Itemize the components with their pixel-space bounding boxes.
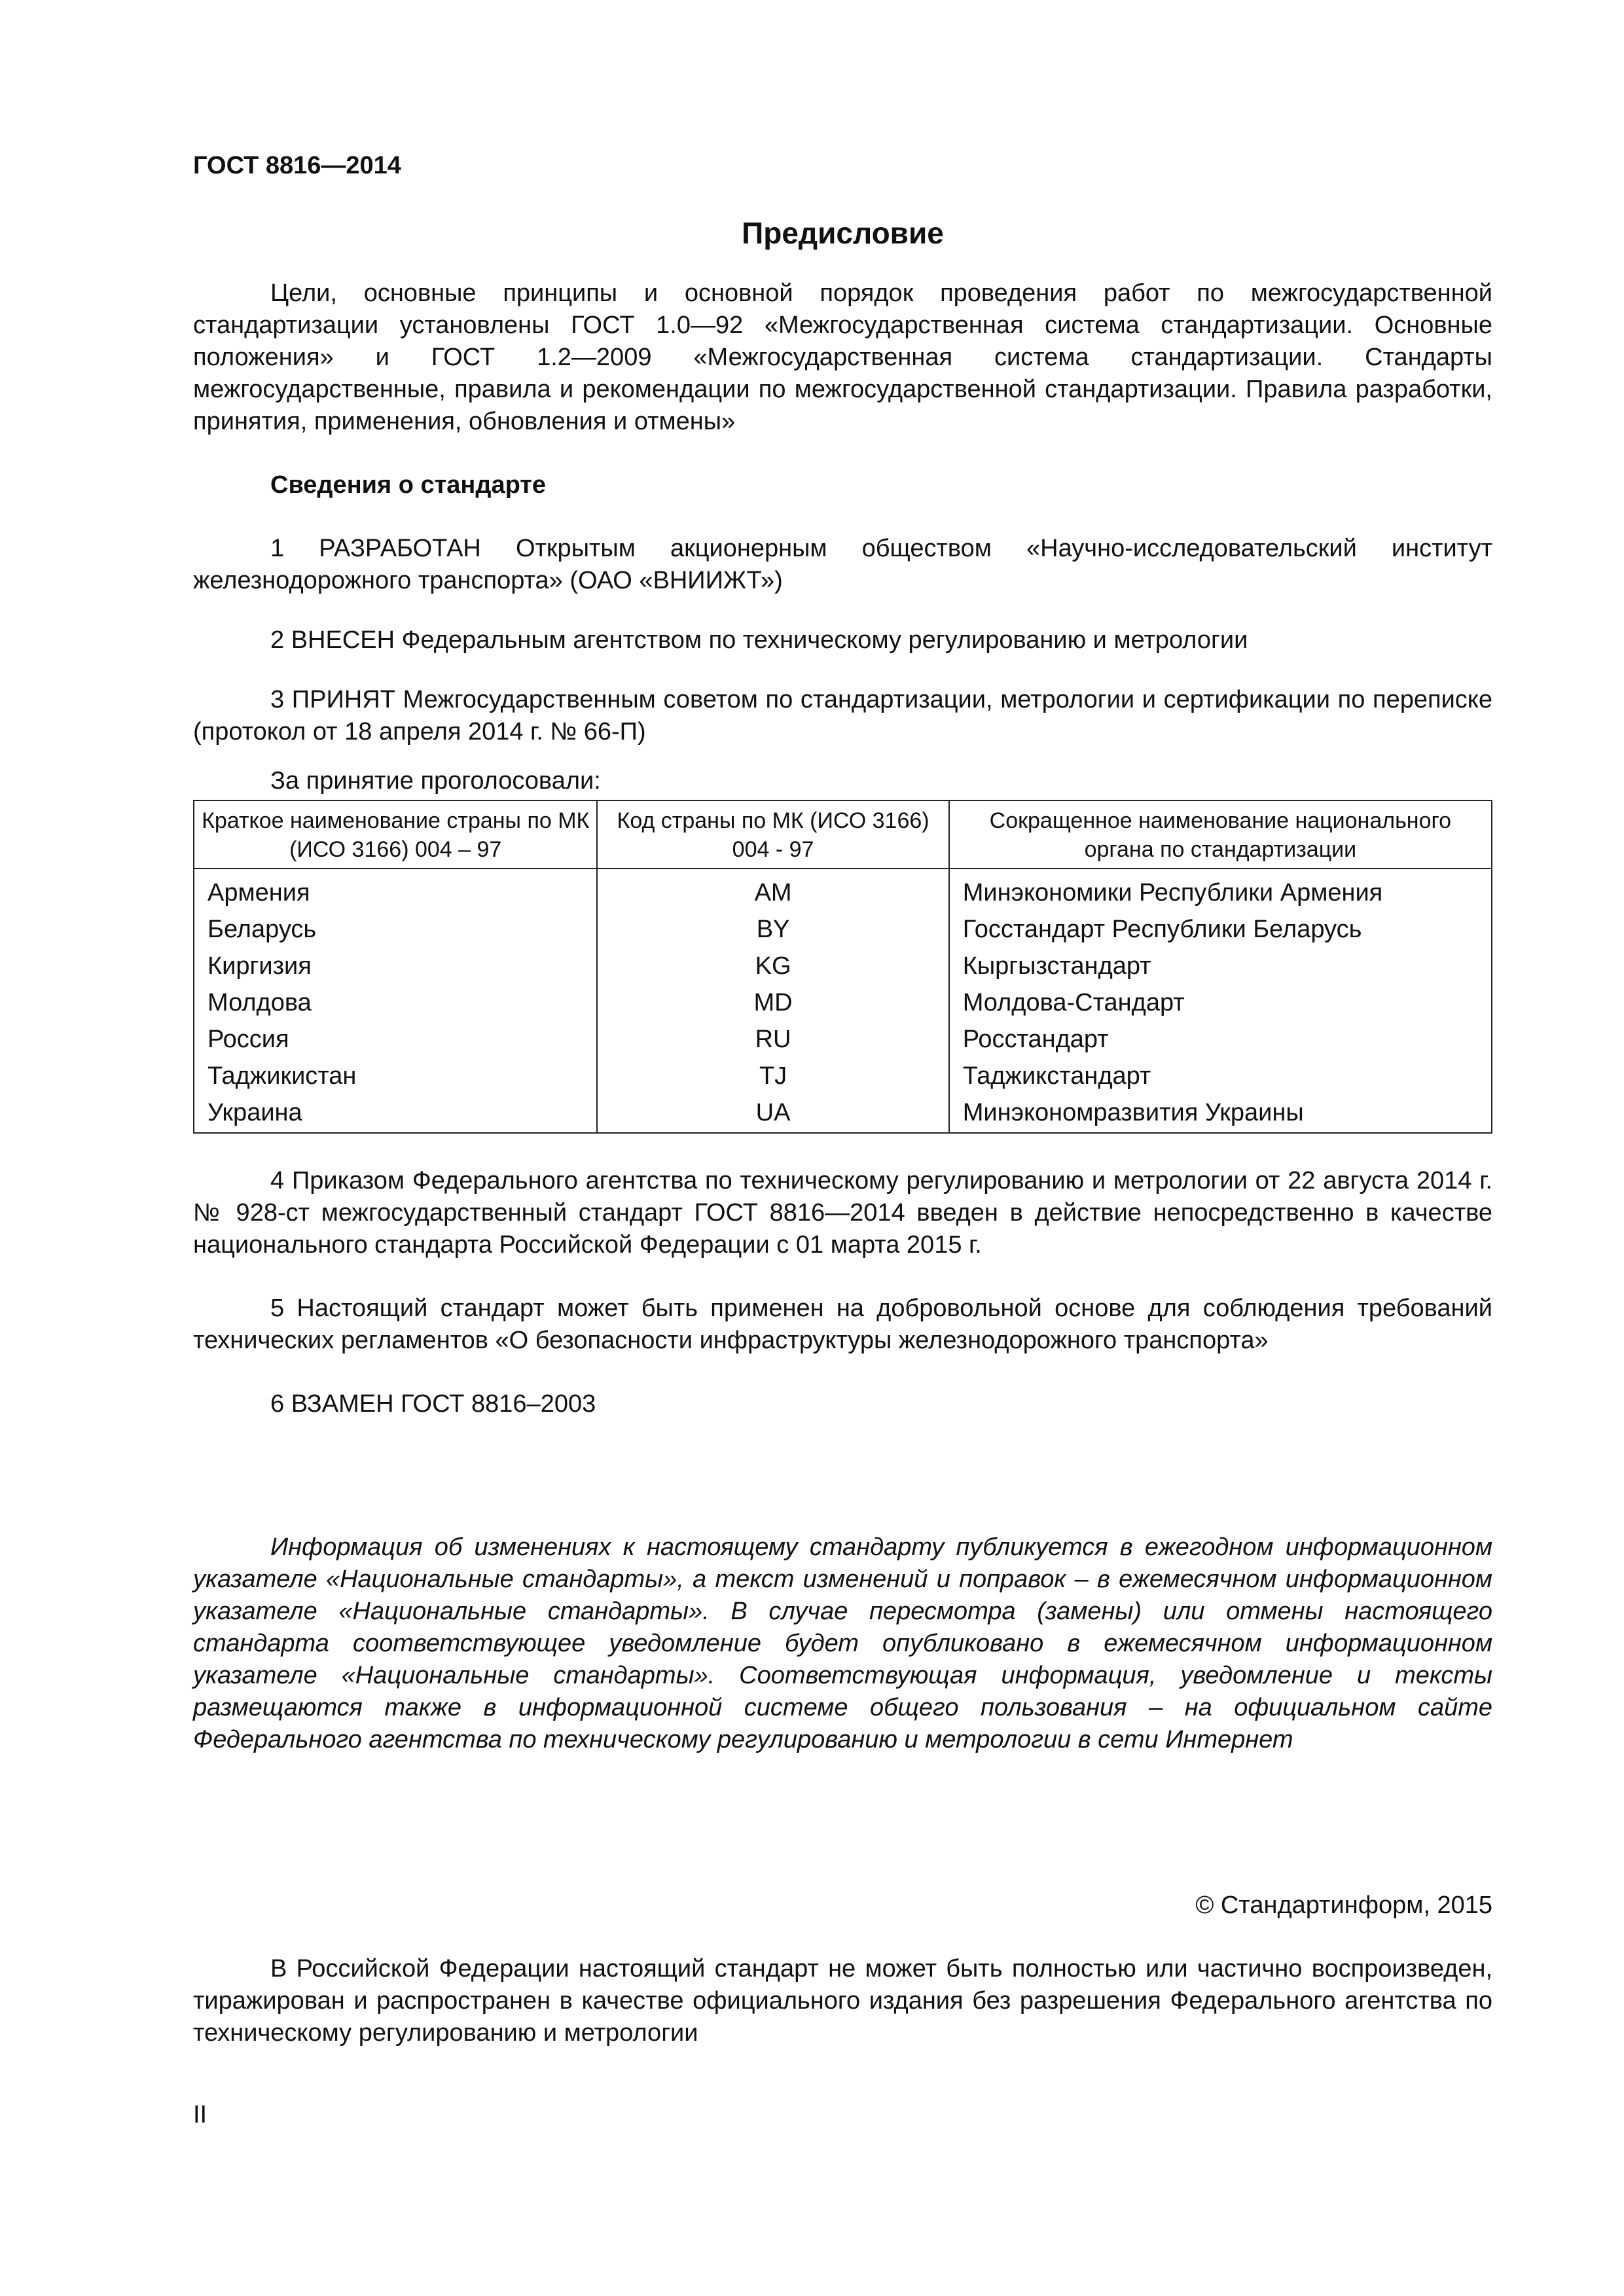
table-row <box>194 948 1492 984</box>
country-cell: Беларусь <box>194 911 597 948</box>
header-country: Краткое наименование страны по МК (ИСО 3166) 004 – 97 <box>194 800 597 869</box>
country-cell: Армения <box>194 869 597 911</box>
votes-table <box>193 800 1492 1134</box>
country-cell: Молдова <box>194 984 597 1021</box>
code-cell: AM <box>597 869 948 911</box>
item-replaces: 6 ВЗАМЕН ГОСТ 8816–2003 <box>270 1390 596 1418</box>
changes-notice: Информация об изменениях к настоящему стандарту публикуется в ежегодном информационном указателе «Национальные стандарты», а текст изменений и поправок – в ежемесячном информационном указателе «Национальные стандарты». В случае пересмотра (замены) или отмены настоящего стандарта соответствующее уведомление будет опубликовано в ежемесячном информационном указателе «Национальные стандарты». Соответствующая информация, уведомление и тексты размещаются также в информационной системе общего пользования – на официальном сайте Федерального агентства по техническому регулированию и метрологии в сети Интернет <box>193 1534 1492 1753</box>
country-cell: Таджикистан <box>194 1058 597 1094</box>
body-cell: Кыргызстандарт <box>949 948 1492 984</box>
country-cell: Киргизия <box>194 948 597 984</box>
info-heading: Сведения о стандарте <box>270 471 547 499</box>
code-cell: UA <box>597 1094 948 1133</box>
country-cell: Украина <box>194 1094 597 1133</box>
table-row <box>194 911 1492 948</box>
table-row <box>194 869 1492 911</box>
table-row <box>194 984 1492 1021</box>
document-id-header: ГОСТ 8816—2014 <box>193 152 401 179</box>
table-row <box>194 1021 1492 1058</box>
item-introduced: 2 ВНЕСЕН Федеральным агентством по техническому регулированию и метрологии <box>270 626 1248 654</box>
header-code: Код страны по МК (ИСО 3166) 004 - 97 <box>597 800 948 869</box>
page-title: Предисловие <box>742 216 944 250</box>
country-cell: Россия <box>194 1021 597 1058</box>
item-enacted: 4 Приказом Федерального агентства по техническому регулированию и метрологии от 22 августа 2014 г. № 928-ст межгосударственный стандарт ГОСТ 8816—2014 введен в действие непосредственно в качестве национального стандарта Российской Федерации с 01 марта 2015 г. <box>193 1167 1492 1259</box>
body-cell: Минэкономразвития Украины <box>949 1094 1492 1133</box>
copyright-line: © Стандартинформ, 2015 <box>1195 1892 1492 1919</box>
page-number: II <box>193 2101 208 2128</box>
item-voluntary-use: 5 Настоящий стандарт может быть применен на добровольной основе для соблюдения требований технических регламентов «О безопасности инфраструктуры железнодорожного транспорта» <box>193 1295 1492 1354</box>
votes-caption: За принятие проголосовали: <box>270 767 601 795</box>
code-cell: KG <box>597 948 948 984</box>
page-content <box>193 213 1492 2049</box>
body-cell: Госстандарт Республики Беларусь <box>949 911 1492 948</box>
code-cell: MD <box>597 984 948 1021</box>
code-cell: RU <box>597 1021 948 1058</box>
table-row <box>194 1058 1492 1094</box>
code-cell: TJ <box>597 1058 948 1094</box>
table-header-row <box>194 800 1492 869</box>
item-adopted: 3 ПРИНЯТ Межгосударственным советом по стандартизации, метрологии и сертификации по переписке (протокол от 18 апреля 2014 г. № 66-П) <box>193 686 1492 745</box>
intro-paragraph: Цели, основные принципы и основной порядок проведения работ по межгосударственной стандартизации установлены ГОСТ 1.0—92 «Межгосударственная система стандартизации. Основные положения» и ГОСТ 1.2—2009 «Межгосударственная система стандартизации. Стандарты межгосударственные, правила и рекомендации по межгосударственной стандартизации. Правила разработки, принятия, применения, обновления и отмены» <box>193 279 1492 435</box>
body-cell: Таджикстандарт <box>949 1058 1492 1094</box>
body-cell: Росстандарт <box>949 1021 1492 1058</box>
item-developed: 1 РАЗРАБОТАН Открытым акционерным обществом «Научно-исследовательский институт железнодорожного транспорта» (ОАО «ВНИИЖТ») <box>193 535 1492 594</box>
header-body: Сокращенное наименование национального органа по стандартизации <box>949 800 1492 869</box>
reproduction-notice: В Российской Федерации настоящий стандарт не может быть полностью или частично воспроизведен, тиражирован и распространен в качестве официального издания без разрешения Федерального агентства по техническому регулированию и метрологии <box>193 1955 1492 2047</box>
body-cell: Минэкономики Республики Армения <box>949 869 1492 911</box>
body-cell: Молдова-Стандарт <box>949 984 1492 1021</box>
table-row <box>194 1094 1492 1133</box>
code-cell: BY <box>597 911 948 948</box>
